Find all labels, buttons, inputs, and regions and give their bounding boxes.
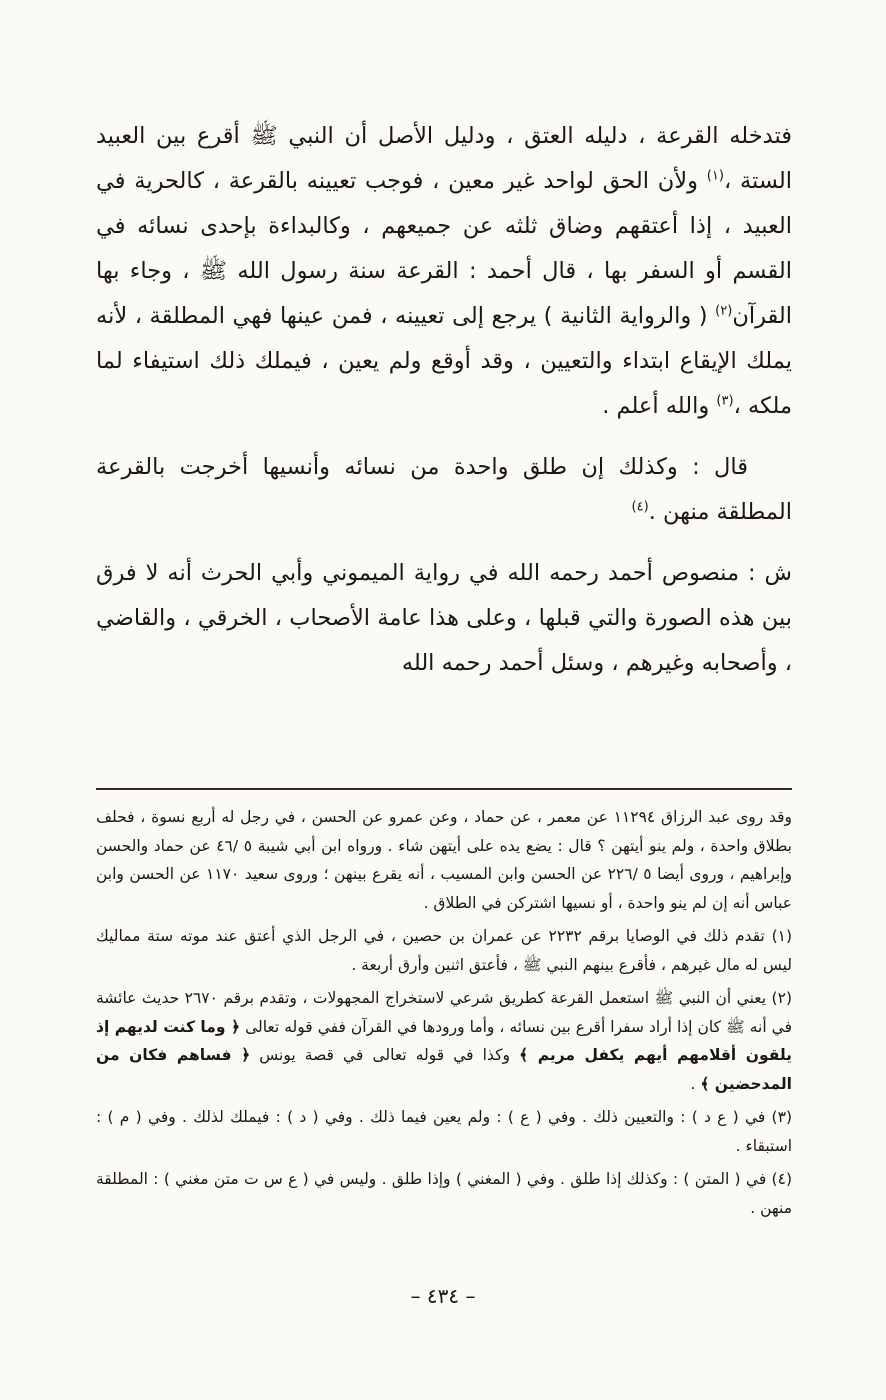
body-paragraph-3 xyxy=(96,551,792,686)
footnote-separator-rule xyxy=(96,788,792,790)
footnote-text-segment: . xyxy=(690,1074,701,1093)
quran-quote: ﴿ وما كنت لديهم إذ يلقون أقلامهم أيهم يكفل مريم ﴾ xyxy=(96,1017,792,1064)
main-text-block xyxy=(96,114,792,702)
footnote-ref-4: (٤) xyxy=(631,499,649,515)
body-text-segment: ش : منصوص أحمد رحمه الله في رواية الميموني وأبي الحرث أنه لا فرق بين هذه الصورة والتي قبلها ، وعلى هذا عامة الأصحاب ، الخرقي ، والقاضي ، وأصحابه وغيرهم ، وسئل أحمد رحمه الله xyxy=(96,560,792,676)
body-text-segment: ( والرواية الثانية ) يرجع إلى تعيينه ، فمن عينها فهي المطلقة ، لأنه يملك الإيقاع ابتداء والتعيين ، وقد أوقع ولم يعين ، فيملك ذلك استيفاء لما ملكه ، xyxy=(96,303,792,419)
footnote-ref-1: (١) xyxy=(706,168,724,184)
footnotes-section xyxy=(96,803,792,1227)
quran-quote: ﴿ فساهم فكان من المدحضين ﴾ xyxy=(96,1046,792,1093)
body-paragraph-2 xyxy=(96,445,792,535)
body-text-segment: والله أعلم . xyxy=(602,393,717,419)
footnote-4: (٤) في ( المتن ) : وكذلك إذا طلق . وفي ( المغني ) وإذا طلق . وليس في ( ع س ت متن مغني ) : المطلقة منهن . xyxy=(96,1170,792,1217)
footnote-3: (٣) في ( ع د ) : والتعيين ذلك . وفي ( ع ) : ولم يعين فيما ذلك . وفي ( د ) : فيملك لذلك . وفي ( م ) : استبقاء . xyxy=(96,1108,792,1155)
page-number: – ٤٣٤ – xyxy=(410,1284,476,1308)
footnote-ref-3: (٣) xyxy=(716,393,734,409)
footnote-ref-2: (٢) xyxy=(715,303,733,319)
body-text-segment: ولأن الحق لواحد غير معين ، فوجب تعيينه بالقرعة ، كالحرية في العبيد ، إذا أعتقهم وضاق ثلثه عن جميعهم ، وكالبداءة بإحدى نسائه في القسم أو السفر بها ، قال أحمد : القرعة سنة رسول الله ﷺ ، وجاء بها القرآن xyxy=(96,168,792,329)
footnote-1: (١) تقدم ذلك في الوصايا برقم ٢٢٣٢ عن عمران بن حصين ، في الرجل الذي أعتق عند موته ستة مماليك ليس له مال غيرهم ، فأقرع بينهم النبي ﷺ ، فأعتق اثنين وأرق أربعة . xyxy=(96,927,793,974)
body-text-segment: فتدخله القرعة ، دليله العتق ، ودليل الأصل أن النبي ﷺ أقرع بين العبيد الستة ، xyxy=(96,123,792,194)
footnote-text-segment: (٢) يعني أن النبي ﷺ استعمل القرعة كطريق شرعي لاستخراج المجهولات ، وتقدم برقم ٢٦٧٠ حديث عائشة في أنه ﷺ كان إذا أراد سفرا أقرع بين نسائه ، وأما ورودها في القرآن ففي قوله تعالى xyxy=(96,989,792,1036)
footnote-2 xyxy=(96,984,792,1098)
body-text-segment: قال : وكذلك إن طلق واحدة من نسائه وأنسيها أخرجت بالقرعة المطلقة منهن . xyxy=(96,454,792,525)
footnote-continuation: وقد روى عبد الرزاق ١١٢٩٤ عن معمر ، عن حماد ، وعن عمرو عن الحسن ، في رجل له أربع نسوة ، فحلف بطلاق واحدة ، ولم ينو أيتهن ؟ قال : يضع يده على أيتهن شاء . ورواه ابن أبي شيبة ٥ /٤٦ عن حماد والحسن وإبراهيم ، وروى أيضا ٥ /٢٢٦ عن الحسن وابن المسيب ، أنه يقرع بينهن ؛ وروى سعيد ١١٧٠ عن الحسن وابن عباس أنه إن لم ينو واحدة ، أو نسيها اشتركن في الطلاق . xyxy=(96,808,793,912)
footnote-text-segment: وكذا في قوله تعالى في قصة يونس xyxy=(250,1046,520,1064)
body-paragraph-1 xyxy=(96,114,792,429)
